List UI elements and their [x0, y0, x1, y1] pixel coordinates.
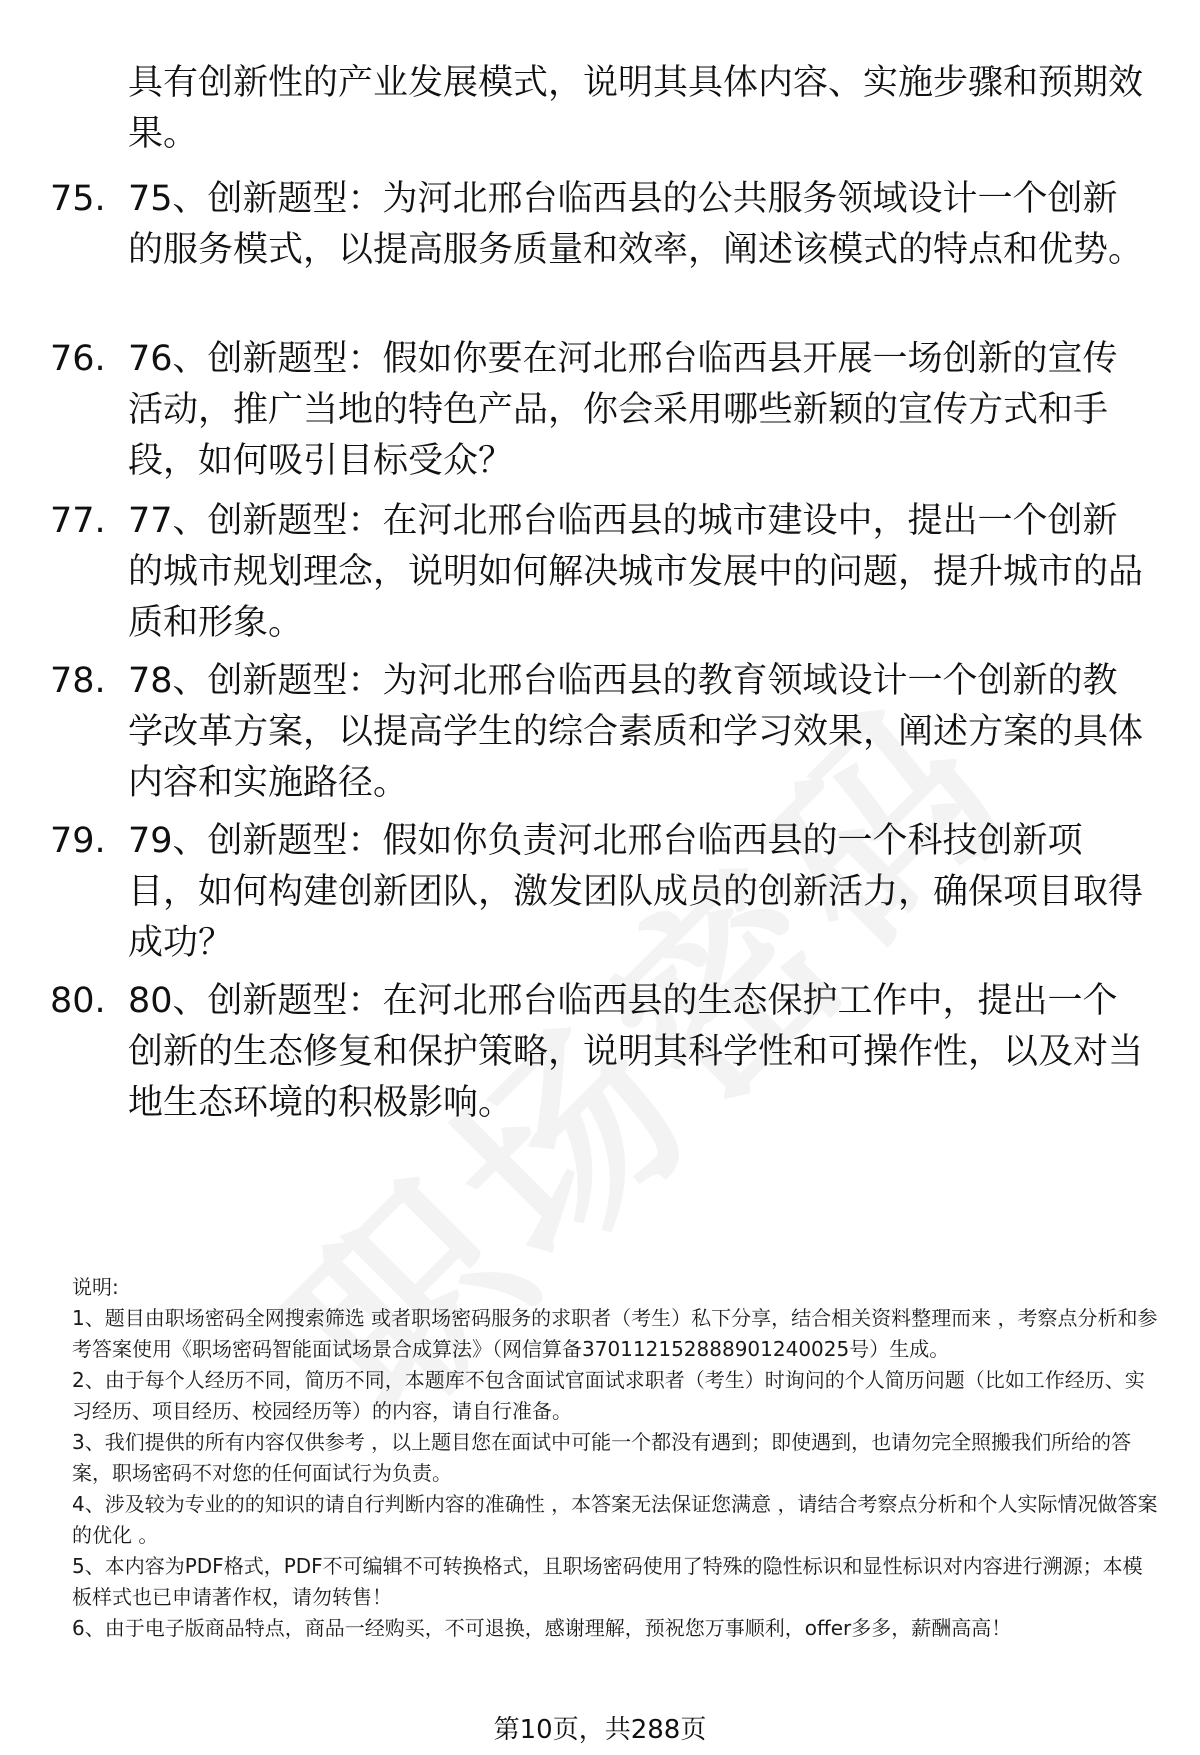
question-number: 75. [50, 179, 106, 219]
note-item: 2、由于每个人经历不同，简历不同，本题库不包含面试官面试求职者（考生）时询问的个人简历问题（比如工作经历、实习经历、项目经历、校园经历等）的内容，请自行准备。 [72, 1368, 1145, 1423]
question-text: 79、创新题型：假如你负责河北邢台临西县的一个科技创新项目，如何构建创新团队，激发团队成员的创新活力，确保项目取得成功？ [128, 821, 1144, 963]
question-text: 77、创新题型：在河北邢台临西县的城市建设中，提出一个创新的城市规划理念，说明如何解决城市发展中的问题，提升城市的品质和形象。 [128, 501, 1144, 643]
question-74-continuation: 具有创新性的产业发展模式，说明其具体内容、实施步骤和预期效果。 [128, 63, 1144, 154]
question-number: 80. [50, 981, 106, 1021]
question-number: 79. [50, 821, 106, 861]
notes-section [72, 1272, 1162, 1644]
question-text: 80、创新题型：在河北邢台临西县的生态保护工作中，提出一个创新的生态修复和保护策略，说明其科学性和可操作性，以及对当地生态环境的积极影响。 [128, 981, 1144, 1123]
note-item: 3、我们提供的所有内容仅供参考 ，以上题目您在面试中可能一个都没有遇到；即使遇到，也请勿完全照搬我们所给的答案，职场密码不对您的任何面试行为负责。 [72, 1430, 1132, 1485]
note-item: 1、题目由职场密码全网搜索筛选 或者职场密码服务的求职者（考生）私下分享，结合相关资料整理而来 ，考察点分析和参考答案使用《职场密码智能面试场景合成算法》（网信算备370112152888901240025号）生成。 [72, 1306, 1158, 1361]
page-number-footer: 第10页，共288页 [493, 1715, 707, 1745]
question-text: 75、创新题型：为河北邢台临西县的公共服务领域设计一个创新的服务模式，以提高服务质量和效率，阐述该模式的特点和优势。 [128, 179, 1144, 270]
note-item: 4、涉及较为专业的的知识的请自行判断内容的准确性 ，本答案无法保证您满意 ，请结合考察点分析和个人实际情况做答案的优化 。 [72, 1492, 1158, 1547]
question-number: 78. [50, 661, 106, 701]
question-number: 77. [50, 501, 106, 541]
note-item: 6、由于电子版商品特点，商品一经购买，不可退换，感谢理解，预祝您万事顺利，offer多多，薪酬高高！ [72, 1616, 1012, 1640]
note-item: 5、本内容为PDF格式，PDF不可编辑不可转换格式，且职场密码使用了特殊的隐性标识和显性标识对内容进行溯源；本模板样式也已申请著作权，请勿转售！ [72, 1554, 1143, 1609]
question-text: 76、创新题型：假如你要在河北邢台临西县开展一场创新的宣传活动，推广当地的特色产品，你会采用哪些新颖的宣传方式和手段，如何吸引目标受众？ [128, 339, 1118, 481]
question-text: 78、创新题型：为河北邢台临西县的教育领域设计一个创新的教学改革方案，以提高学生的综合素质和学习效果，阐述方案的具体内容和实施路径。 [128, 661, 1144, 803]
question-number: 76. [50, 339, 106, 379]
notes-heading: 说明: [72, 1275, 119, 1299]
